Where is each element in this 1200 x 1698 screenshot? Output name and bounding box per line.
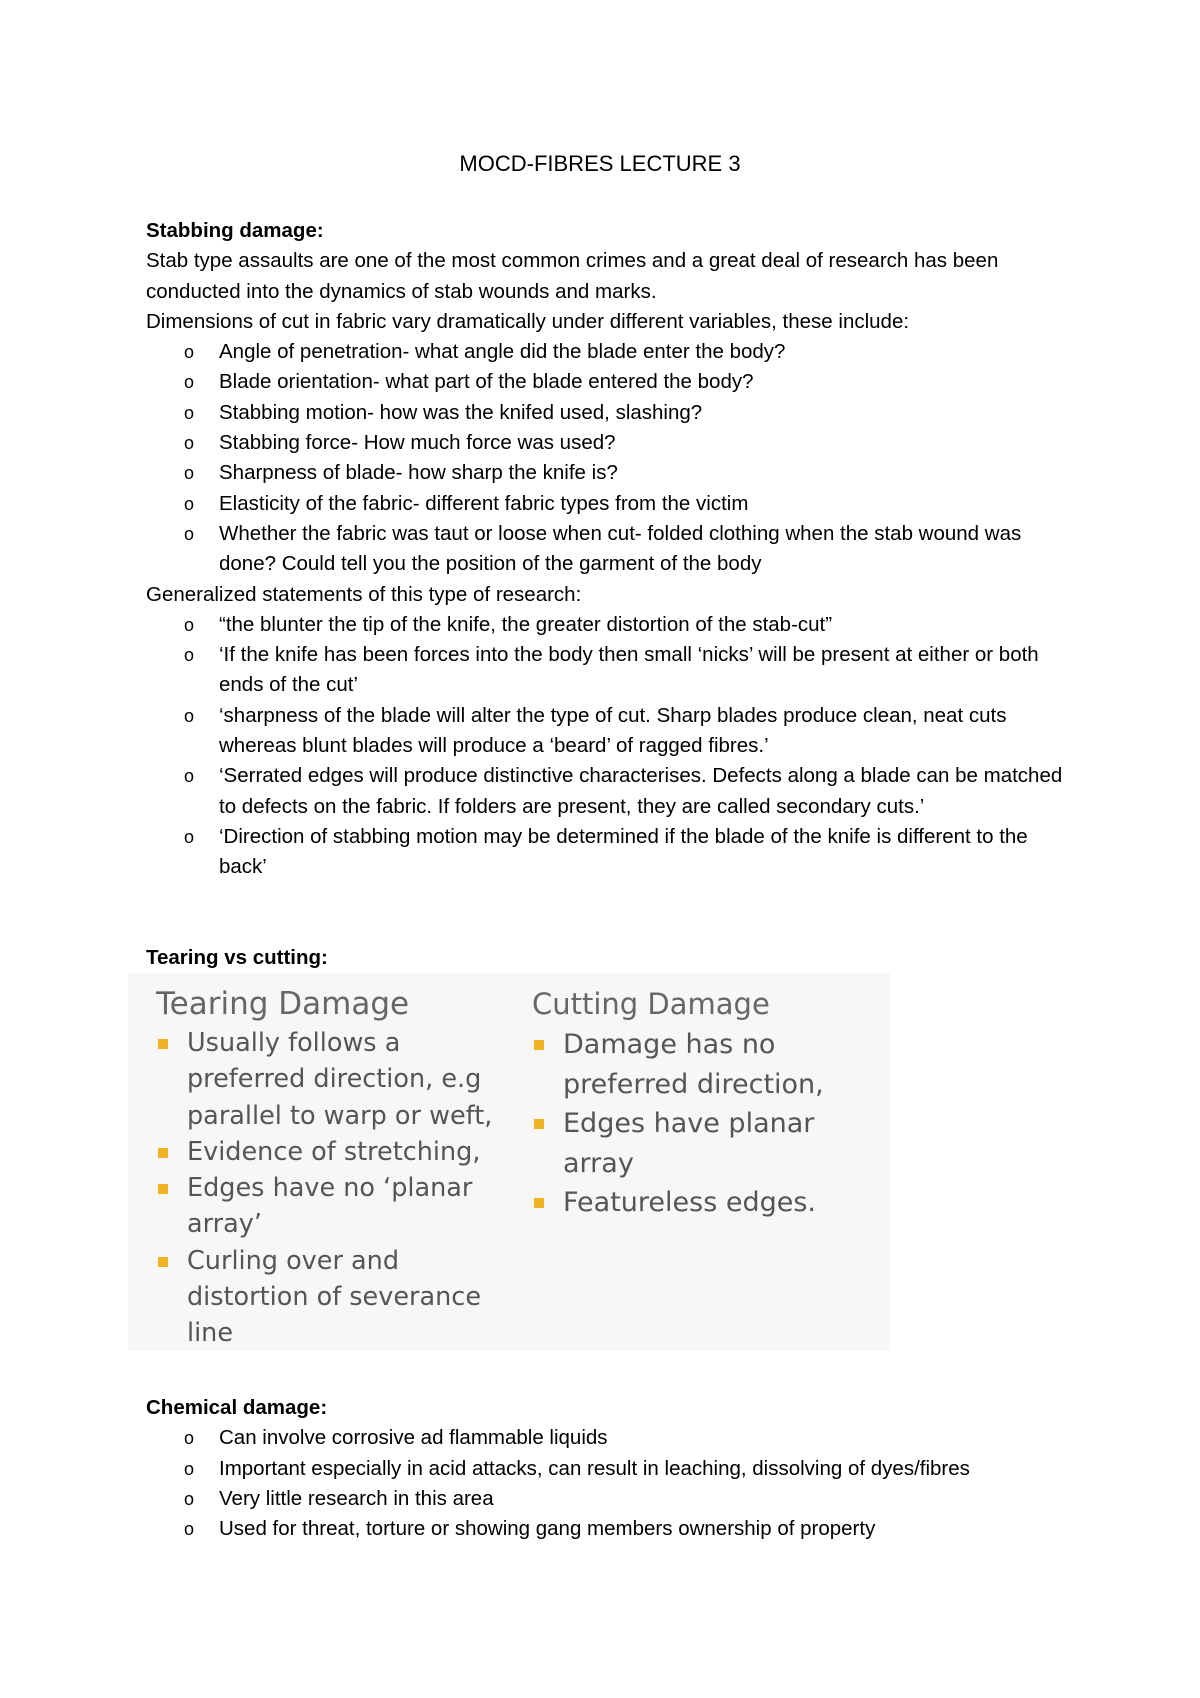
generalized-intro: Generalized statements of this type of research:	[146, 582, 582, 606]
variables-list	[146, 337, 1076, 579]
statements-list	[146, 610, 1076, 883]
chemical-section	[146, 1393, 1076, 1544]
circle-bullet-icon: o	[184, 645, 195, 666]
page-title: MOCD-FIBRES LECTURE 3	[459, 151, 741, 176]
circle-bullet-icon: o	[184, 705, 195, 726]
square-bullet-icon	[158, 1257, 168, 1267]
circle-bullet-icon: o	[184, 1428, 195, 1449]
square-bullet-icon	[534, 1198, 544, 1208]
tearing-damage-title: Tearing Damage	[156, 986, 410, 1022]
list-item: Damage has no preferred direction,	[532, 1025, 872, 1104]
cutting-damage-title: Cutting Damage	[532, 987, 770, 1021]
circle-bullet-icon: o	[184, 614, 195, 635]
tearing-heading: Tearing vs cutting:	[146, 946, 328, 969]
list-item: o Important especially in acid attacks, can result in leaching, dissolving of dyes/fibres	[146, 1454, 1076, 1484]
circle-bullet-icon: o	[184, 463, 195, 484]
list-item: o “the blunter the tip of the knife, the greater distortion of the stab-cut”	[146, 610, 1076, 640]
list-item: o Stabbing force- How much force was used?	[146, 428, 1076, 458]
list-item: o ‘Direction of stabbing motion may be determined if the blade of the knife is different to the back’	[146, 822, 1076, 883]
tearing-damage-column	[156, 983, 496, 1352]
square-bullet-icon	[158, 1184, 168, 1194]
circle-bullet-icon: o	[184, 1488, 195, 1509]
tearing-section	[146, 943, 1076, 973]
chemical-heading: Chemical damage:	[146, 1396, 328, 1419]
list-item: o Stabbing motion- how was the knifed used, slashing?	[146, 398, 1076, 428]
list-item: Edges have no ‘planar array’	[156, 1170, 496, 1243]
list-item: o Can involve corrosive ad flammable liquids	[146, 1423, 1076, 1453]
list-item: Edges have planar array	[532, 1104, 872, 1183]
list-item: o Very little research in this area	[146, 1484, 1076, 1514]
list-item: o Sharpness of blade- how sharp the knife is?	[146, 458, 1076, 488]
square-bullet-icon	[534, 1040, 544, 1050]
circle-bullet-icon: o	[184, 493, 195, 514]
list-item: o ‘Serrated edges will produce distinctive characterises. Defects along a blade can be matched to defects on the fabric. If folders are present, they are called secondary cuts.’	[146, 761, 1076, 822]
circle-bullet-icon: o	[184, 1519, 195, 1540]
square-bullet-icon	[158, 1039, 168, 1049]
list-item: o Used for threat, torture or showing gang members ownership of property	[146, 1514, 1076, 1544]
list-item: Curling over and distortion of severance line	[156, 1243, 496, 1352]
circle-bullet-icon: o	[184, 766, 195, 787]
list-item: o Whether the fabric was taut or loose when cut- folded clothing when the stab wound was done? Could tell you the position of the garment of the body	[146, 519, 1076, 580]
list-item: o ‘If the knife has been forces into the body then small ‘nicks’ will be present at either or both ends of the cut’	[146, 640, 1076, 701]
chemical-list	[146, 1423, 1076, 1544]
circle-bullet-icon: o	[184, 523, 195, 544]
circle-bullet-icon: o	[184, 1458, 195, 1479]
list-item: o Angle of penetration- what angle did the blade enter the body?	[146, 337, 1076, 367]
circle-bullet-icon: o	[184, 372, 195, 393]
square-bullet-icon	[534, 1119, 544, 1129]
stabbing-heading: Stabbing damage:	[146, 219, 324, 242]
list-item: o Elasticity of the fabric- different fabric types from the victim	[146, 489, 1076, 519]
dimensions-intro: Dimensions of cut in fabric vary dramatically under different variables, these include:	[146, 309, 910, 333]
circle-bullet-icon: o	[184, 402, 195, 423]
cutting-damage-list	[532, 1025, 872, 1223]
circle-bullet-icon: o	[184, 826, 195, 847]
square-bullet-icon	[158, 1148, 168, 1158]
list-item: Usually follows a preferred direction, e.g parallel to warp or weft,	[156, 1025, 496, 1134]
stabbing-intro: Stab type assaults are one of the most common crimes and a great deal of research has been conducted into the dynamics of stab wounds and marks.	[146, 249, 999, 303]
stabbing-section	[146, 216, 1076, 883]
list-item: Featureless edges.	[532, 1183, 872, 1223]
list-item: Evidence of stretching,	[156, 1134, 496, 1170]
list-item: o ‘sharpness of the blade will alter the type of cut. Sharp blades produce clean, neat cuts whereas blunt blades will produce a ‘beard’ of ragged fibres.’	[146, 701, 1076, 762]
tearing-damage-list	[156, 1025, 496, 1352]
tearing-vs-cutting-slide	[128, 973, 890, 1351]
cutting-damage-column	[532, 983, 872, 1223]
list-item: o Blade orientation- what part of the blade entered the body?	[146, 367, 1076, 397]
circle-bullet-icon: o	[184, 342, 195, 363]
circle-bullet-icon: o	[184, 433, 195, 454]
